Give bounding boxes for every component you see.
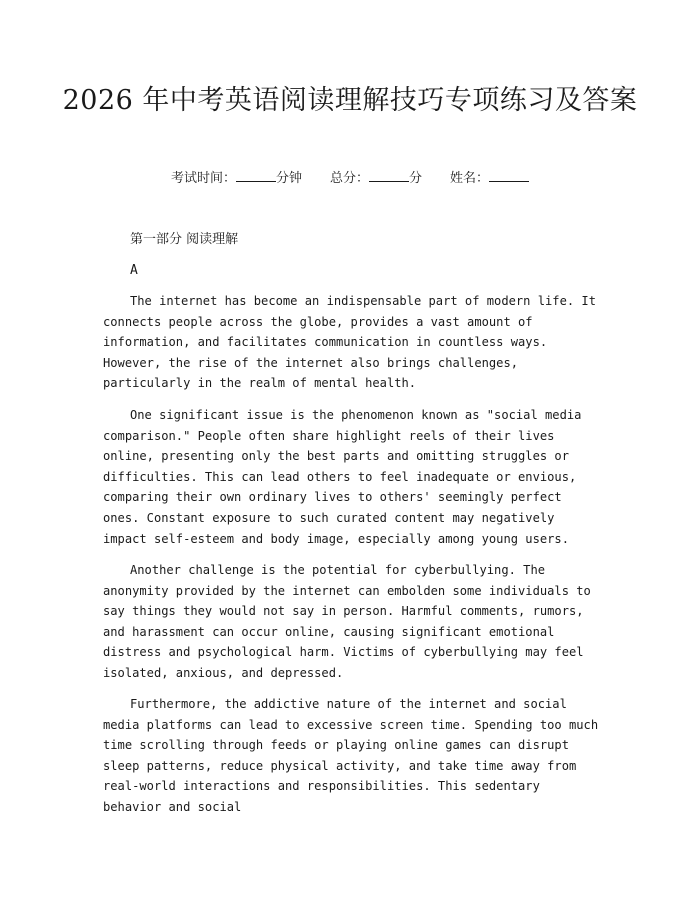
name-label: 姓名： <box>450 171 490 186</box>
paragraph-4: Furthermore, the addictive nature of the internet and social media platforms can lead to excessive screen time. Spending too much time scrolling through feeds or playing online games can disrupt sleep patterns, reduce physical activity, and take time away from real-world interactions and responsibilities. This sedentary behavior and social <box>103 697 599 814</box>
passage-label: A <box>130 263 138 278</box>
time-label: 考试时间： <box>170 171 236 186</box>
section-heading: 第一部分 阅读理解 <box>130 232 239 247</box>
paragraph-1: The internet has become an indispensable part of modern life. It connects people across the globe, provides a vast amount of information, and facilitates communication in countless ways. However, the rise of the internet also brings challenges, particularly in the realm of mental health. <box>103 294 596 391</box>
document-title: 2026 年中考英语阅读理解技巧专项练习及答案 <box>62 85 638 116</box>
paragraph-2: One significant issue is the phenomenon known as "social media comparison." People often share highlight reels of their lives online, presenting only the best parts and omitting struggles or difficulties. This can lead others to feel inadequate or envious, comparing their own ordinary lives to others' seemingly perfect ones. Constant exposure to such curated content may negatively impact self-esteem and body image, especially among young users. <box>103 408 582 546</box>
time-blank <box>236 168 276 182</box>
exam-info-line <box>0 168 700 189</box>
score-blank <box>369 168 409 182</box>
time-unit: 分钟 <box>275 171 302 186</box>
score-label: 总分： <box>329 171 369 186</box>
score-unit: 分 <box>409 171 423 186</box>
paragraph-3: Another challenge is the potential for cyberbullying. The anonymity provided by the internet can embolden some individuals to say things they would not say in person. Harmful comments, rumors, and harassment can occur online, causing significant emotional distress and psychological harm. Victims of cyberbullying may feel isolated, anxious, and depressed. <box>103 563 591 680</box>
name-blank <box>489 168 529 182</box>
